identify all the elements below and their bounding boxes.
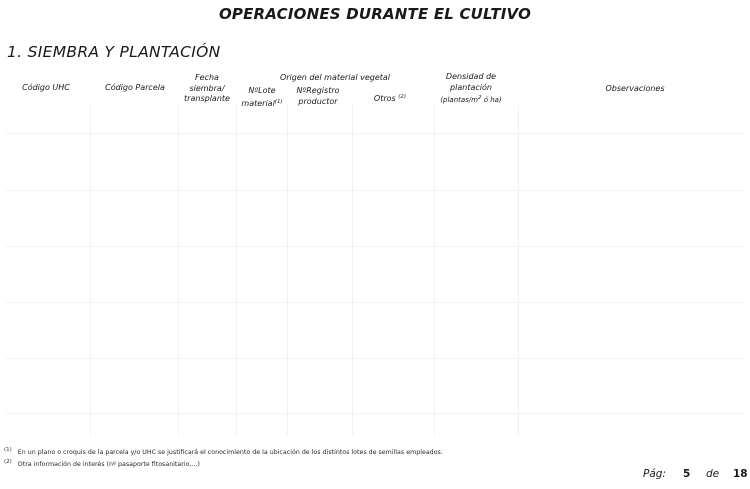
- page-total: 18: [733, 468, 748, 480]
- col-header-lote: NºLote material$^{(1)}$: [241, 86, 283, 108]
- col-header-codigo-uhc: Código UHC: [22, 83, 70, 92]
- footnote-1: $^{(1)}$ En un plano o croquis de la parcela y/o UHC se justificará el conocimiento de la ubicación de los distintos lotes de semillas empleados.: [4, 447, 443, 456]
- col-header-fecha: Fecha siembra/ transplante: [184, 73, 230, 103]
- col-header-codigo-parcela: Código Parcela: [105, 83, 165, 92]
- page-of-label: de: [706, 468, 720, 480]
- col-header-registro: NºRegistro productor: [296, 86, 340, 106]
- col-header-observaciones: Observaciones: [605, 84, 665, 93]
- page-current: 5: [683, 468, 691, 480]
- footnote-2: $^{(2)}$ Otra información de interés (nº pasaporte fitosanitario,...): [4, 459, 200, 468]
- page-label: Pág:: [643, 468, 666, 480]
- col-header-densidad: Densidad de plantación ($plantas/m^2$ ó ha): [440, 72, 502, 104]
- col-header-otros: Otros $^{(2)}$: [373, 94, 407, 103]
- document-title: OPERACIONES DURANTE EL CULTIVO: [218, 5, 532, 23]
- section-heading: 1. SIEMBRA Y PLANTACIÓN: [7, 43, 221, 61]
- col-header-origen-group: Origen del material vegetal: [279, 73, 391, 82]
